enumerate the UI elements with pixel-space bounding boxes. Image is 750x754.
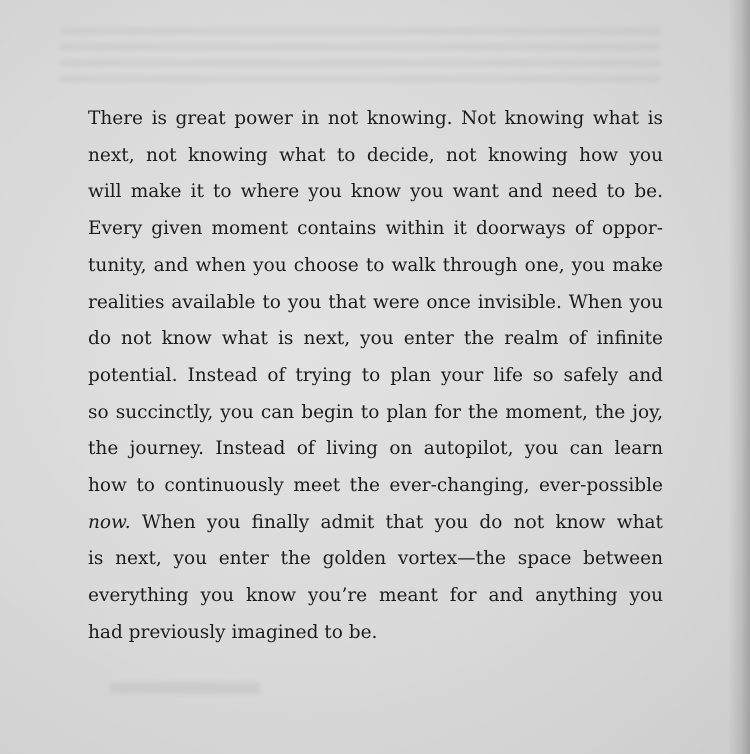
text-line: is next, you enter the golden vortex—the space between xyxy=(88,548,663,570)
text-line: everything you know you’re meant for and anything you xyxy=(88,585,663,607)
text-line-rest: When you finally admit that you do not know what xyxy=(130,511,663,533)
body-paragraph xyxy=(88,101,663,652)
text-line: how to continuously meet the ever-changing, ever-possible xyxy=(88,475,663,497)
text-line: will make it to where you know you want and need to be. xyxy=(88,181,663,203)
text-line: potential. Instead of trying to plan your life so safely and xyxy=(88,364,663,386)
text-line: There is great power in not knowing. Not knowing what is xyxy=(88,108,663,129)
text-line-last: had previously imagined to be. xyxy=(88,621,378,643)
text-line: do not know what is next, you enter the realm of infinite xyxy=(88,328,663,350)
text-line: Every given moment contains within it doorways of oppor- xyxy=(88,218,663,240)
page-gutter-shadow xyxy=(728,0,750,754)
text-line: realities available to you that were once invisible. When you xyxy=(88,291,663,313)
text-line xyxy=(88,505,663,542)
show-through-text-bottom xyxy=(110,682,260,694)
text-line: the journey. Instead of living on autopilot, you can learn xyxy=(88,438,663,460)
text-line: so succinctly, you can begin to plan for the moment, the joy, xyxy=(88,401,663,423)
text-line: tunity, and when you choose to walk through one, you make xyxy=(88,254,663,276)
show-through-text-top xyxy=(60,28,660,88)
italic-now: now. xyxy=(88,511,131,533)
text-line: next, not knowing what to decide, not knowing how you xyxy=(88,144,663,166)
